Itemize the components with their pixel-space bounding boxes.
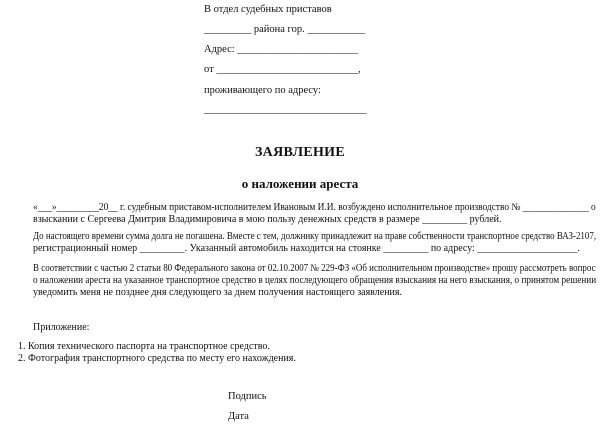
header-district: _________ района гор. ___________ <box>204 24 366 35</box>
header-residing: проживающего по адресу: <box>204 85 321 96</box>
attachment-item: 2. Фотография транспортного средства по месту его нахождения. <box>18 353 296 364</box>
header-recipient: В отдел судебных приставов <box>204 4 332 15</box>
body-paragraph-1-line-1: «___»_________20__ г. судебным приставом-исполнителем Ивановым И.И. возбуждено исполнительное производство № ______________ о <box>33 202 596 213</box>
date-label: Дата <box>228 411 249 422</box>
signature-label: Подпись <box>228 391 267 402</box>
body-paragraph-3-line-2: о наложении ареста на указанное транспортное средство в целях последующего обращения взыскания на него взыскания, о принятом решении <box>33 275 597 286</box>
body-paragraph-3-line-1: В соответствии с частью 2 статьи 80 Федерального закона от 02.10.2007 № 229-ФЗ «Об исполнительном производстве» прошу рассмотреть вопрос <box>33 263 596 274</box>
header-address-line: _______________________________ <box>204 104 367 115</box>
document-subtitle: о наложении ареста <box>241 176 359 191</box>
attachment-item: 1. Копия технического паспорта на транспортное средство. <box>18 341 270 352</box>
header-address: Адрес: _______________________ <box>204 44 359 55</box>
body-paragraph-3-line-3: уведомить меня не позднее дня следующего за днем получения настоящего заявления. <box>33 287 402 298</box>
body-paragraph-2-line-2: регистрационный номер _________. Указанный автомобиль находится на стоянке _________ по адресу: ____________________. <box>33 243 580 254</box>
document-title: ЗАЯВЛЕНИЕ <box>254 145 345 160</box>
attachments-label: Приложение: <box>33 322 90 333</box>
body-paragraph-1-line-2: взыскании с Сергеева Дмитрия Владимировича в мою пользу денежных средств в размере _________ рублей. <box>33 214 502 225</box>
body-paragraph-2-line-1: До настоящего времени сумма долга не погашена. Вместе с тем, должнику принадлежит на праве собственности транспортное средство ВАЗ-2107, <box>33 231 597 242</box>
header-from: от ___________________________, <box>204 64 361 75</box>
